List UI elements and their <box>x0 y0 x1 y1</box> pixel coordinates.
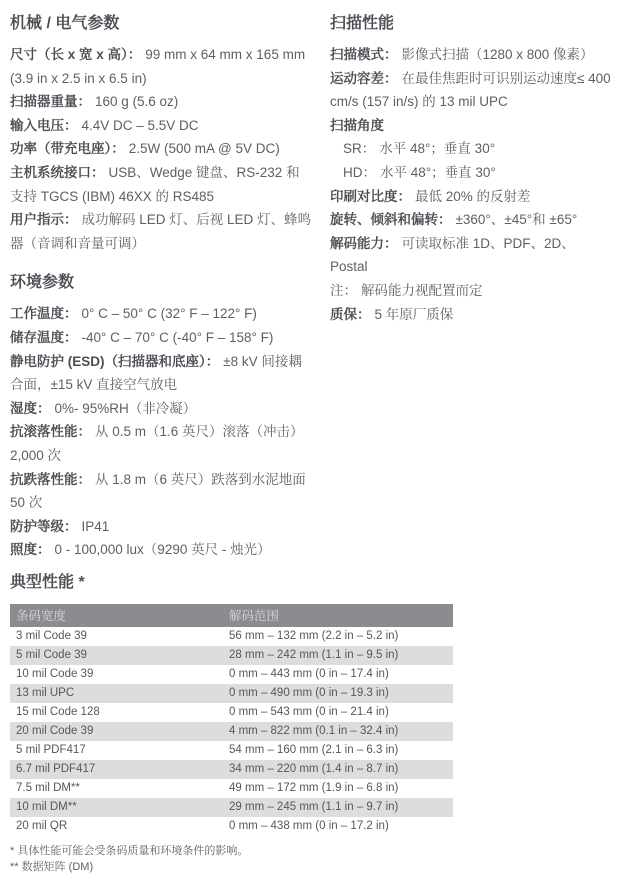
spec-item-voltage <box>10 114 313 138</box>
cell-range: 4 mm – 822 mm (0.1 in – 32.4 in) <box>229 725 399 738</box>
spec-item-dimensions <box>10 43 313 90</box>
cell-range: 0 mm – 490 mm (0 in – 19.3 in) <box>229 687 389 700</box>
spec-item-power <box>10 137 313 161</box>
right-column <box>330 13 611 562</box>
cell-range: 56 mm – 132 mm (2.2 in – 5.2 in) <box>229 630 399 643</box>
spec-label: 质保： <box>330 306 371 322</box>
spec-label: 抗跌落性能： <box>10 471 91 487</box>
spec-item-print-contrast <box>330 185 611 209</box>
spec-value: 解码能力视配置而定 <box>361 282 483 298</box>
left-column <box>10 13 313 562</box>
spec-value: 0 - 100,000 lux（9290 英尺 - 烛光） <box>54 542 271 558</box>
cell-range: 0 mm – 543 mm (0 in – 21.4 in) <box>229 706 389 719</box>
table-row <box>10 741 453 760</box>
spec-columns <box>10 13 611 562</box>
spec-item-operating-temp <box>10 302 313 326</box>
table-row <box>10 722 453 741</box>
spec-label: 湿度： <box>10 400 51 416</box>
spec-item-scan-angle-hd <box>330 161 611 185</box>
footnote-data-matrix: ** 数据矩阵 (DM) <box>10 861 94 874</box>
spec-value: 从 1.8 m（6 英尺）跌落到水泥地面 50 次 <box>10 471 306 511</box>
column-header-symbol-width: 条码宽度 <box>10 604 223 627</box>
footnotes <box>10 843 611 876</box>
spec-label: 主机系统接口： <box>10 164 105 180</box>
table-row <box>10 646 453 665</box>
cell-symbology: 5 mil Code 39 <box>16 649 87 662</box>
cell-symbology: 10 mil DM** <box>16 801 77 814</box>
section-mechanical-electrical <box>10 13 313 255</box>
spec-item-scan-angle <box>330 114 611 138</box>
spec-value: 成功解码 LED 灯、后视 LED 灯、蜂鸣器（音调和音量可调） <box>10 212 312 251</box>
spec-label: 注： <box>330 282 357 298</box>
spec-value: 4.4V DC – 5.5V DC <box>81 117 199 133</box>
cell-symbology: 15 mil Code 128 <box>16 706 100 719</box>
table-row <box>10 817 453 836</box>
spec-value: ±360°、±45°和 ±65° <box>455 212 578 228</box>
spec-label: 运动容差： <box>330 70 398 86</box>
cell-range: 49 mm – 172 mm (1.9 in – 6.8 in) <box>229 782 399 795</box>
spec-label: 用户指示： <box>10 212 78 228</box>
spec-label: SR： <box>343 141 376 157</box>
cell-range: 34 mm – 220 mm (1.4 in – 8.7 in) <box>229 763 399 776</box>
spec-item-motion-tolerance <box>330 67 611 114</box>
spec-label: 照度： <box>10 542 51 558</box>
spec-item-esd <box>10 350 313 397</box>
section-typical-performance <box>10 572 611 876</box>
table-row <box>10 665 453 684</box>
spec-value: 99 mm x 64 mm x 165 mm (3.9 in x 2.5 in x 6.5 in) <box>10 47 306 86</box>
spec-value: USB、Wedge 键盘、RS-232 和支持 TGCS (IBM) 46XX 的 RS485 <box>10 164 300 204</box>
cell-symbology: 20 mil QR <box>16 820 68 833</box>
spec-label: 解码能力： <box>330 235 398 251</box>
spec-label: 扫描器重量： <box>10 94 91 110</box>
spec-label: HD： <box>343 164 376 180</box>
section-environment <box>10 272 313 562</box>
spec-item-decode-note <box>330 279 611 303</box>
cell-symbology: 20 mil Code 39 <box>16 725 94 738</box>
spec-item-scan-mode <box>330 43 611 67</box>
cell-symbology: 6.7 mil PDF417 <box>16 763 96 776</box>
spec-item-warranty <box>330 303 611 327</box>
cell-symbology: 10 mil Code 39 <box>16 668 94 681</box>
spec-label: 尺寸（长 x 宽 x 高）： <box>10 47 142 62</box>
spec-value: 影像式扫描（1280 x 800 像素） <box>401 47 594 62</box>
cell-symbology: 3 mil Code 39 <box>16 630 87 643</box>
section-title-mechanical: 机械 / 电气参数 <box>10 15 120 32</box>
table-row <box>10 798 453 817</box>
spec-label: 抗滚落性能： <box>10 424 91 440</box>
table-row <box>10 684 453 703</box>
spec-label: 扫描模式： <box>330 47 398 62</box>
cell-range: 54 mm – 160 mm (2.1 in – 6.3 in) <box>229 744 399 757</box>
spec-label: 防护等级： <box>10 518 78 534</box>
section-title-typical-performance: 典型性能 * <box>10 573 85 591</box>
section-title-scanning: 扫描性能 <box>330 15 395 32</box>
cell-range: 0 mm – 438 mm (0 in – 17.2 in) <box>229 820 389 833</box>
spec-value: 水平 48°；垂直 30° <box>380 164 496 180</box>
spec-value: ±8 kV 间接耦合面，±15 kV 直接空气放电 <box>10 353 302 393</box>
spec-item-storage-temp <box>10 326 313 350</box>
spec-value: 可读取标准 1D、PDF、2D、Postal <box>330 235 575 275</box>
spec-label: 储存温度： <box>10 329 78 345</box>
spec-label: 印刷对比度： <box>330 188 411 204</box>
spec-label: 扫描角度 <box>330 117 384 133</box>
cell-range: 0 mm – 443 mm (0 in – 17.4 in) <box>229 668 389 681</box>
spec-item-rotation <box>330 208 611 232</box>
spec-value: 2.5W (500 mA @ 5V DC) <box>128 141 280 157</box>
spec-value: 在最佳焦距时可识别运动速度≤ 400 cm/s (157 in/s) 的 13 mil UPC <box>330 70 611 110</box>
spec-value: 0%- 95%RH（非冷凝） <box>54 400 197 416</box>
table-row <box>10 779 453 798</box>
footnote-performance: * 具体性能可能会受条码质量和环境条件的影响。 <box>10 844 249 857</box>
spec-item-scan-angle-sr <box>330 137 611 161</box>
table-row <box>10 627 453 646</box>
section-scanning-performance <box>330 13 611 326</box>
cell-range: 29 mm – 245 mm (1.1 in – 9.7 in) <box>229 801 399 814</box>
spec-value: 0° C – 50° C (32° F – 122° F) <box>81 306 257 322</box>
cell-range: 28 mm – 242 mm (1.1 in – 9.5 in) <box>229 649 399 662</box>
column-header-decode-range: 解码范围 <box>223 604 453 627</box>
section-title-environment: 环境参数 <box>10 274 75 292</box>
cell-symbology: 13 mil UPC <box>16 687 75 700</box>
spec-item-decode-capability <box>330 232 611 279</box>
spec-item-drop <box>10 468 313 515</box>
spec-value: IP41 <box>81 518 110 534</box>
spec-label: 旋转、倾斜和偏转： <box>330 212 452 228</box>
cell-symbology: 7.5 mil DM** <box>16 782 80 795</box>
spec-item-sealing <box>10 515 313 539</box>
spec-value: 5 年原厂质保 <box>374 306 454 322</box>
spec-label: 输入电压： <box>10 117 78 133</box>
spec-value: 从 0.5 m（1.6 英尺）滚落（冲击）2,000 次 <box>10 424 304 463</box>
spec-item-host-interface <box>10 161 313 208</box>
spec-value: -40° C – 70° C (-40° F – 158° F) <box>81 329 274 345</box>
spec-label: 静电防护 (ESD)（扫描器和底座）： <box>10 353 220 369</box>
spec-item-user-indicators <box>10 208 313 255</box>
spec-label: 工作温度： <box>10 306 78 322</box>
spec-item-humidity <box>10 397 313 421</box>
cell-symbology: 5 mil PDF417 <box>16 744 86 757</box>
table-header-row <box>10 604 453 627</box>
spec-item-tumble <box>10 420 313 467</box>
spec-value: 最低 20% 的反射差 <box>415 188 531 204</box>
spec-value: 水平 48°；垂直 30° <box>379 141 496 157</box>
decode-range-table <box>10 604 453 836</box>
spec-value: 160 g (5.6 oz) <box>95 94 179 110</box>
table-row <box>10 760 453 779</box>
spec-label: 功率（带充电座）： <box>10 141 125 157</box>
table-row <box>10 703 453 722</box>
spec-item-weight <box>10 90 313 114</box>
spec-item-illumination <box>10 538 313 562</box>
